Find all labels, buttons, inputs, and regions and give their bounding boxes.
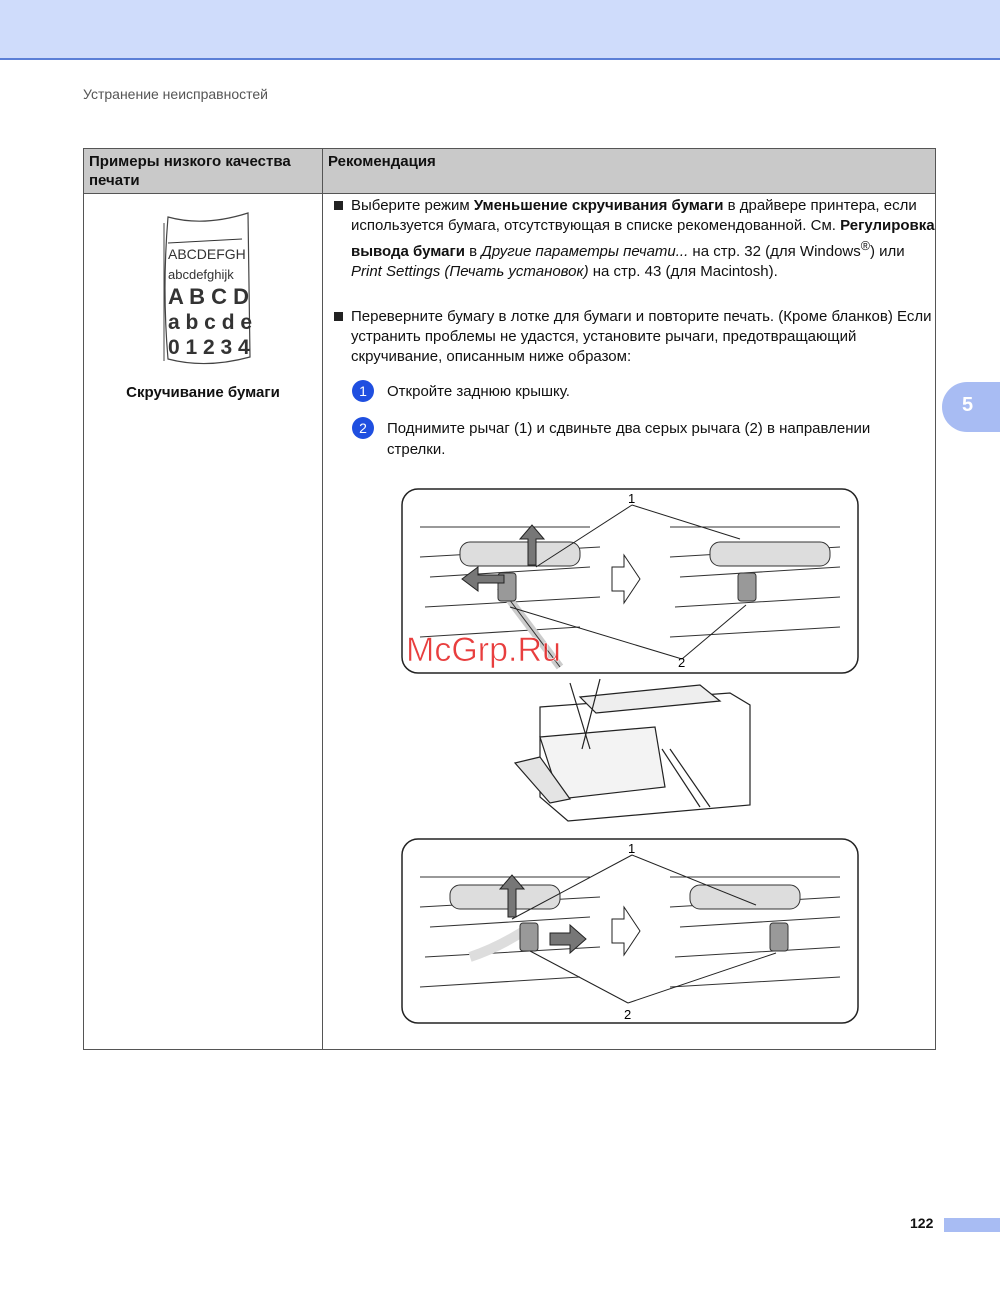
column-divider <box>322 149 323 1049</box>
column-header-examples: Примеры низкого качества печати <box>89 153 291 189</box>
bullet-2-text: Переверните бумагу в лотке для бумаги и повторите печать. (Кроме бланков) Если устранить проблемы не удастся, установите рычаги, предотвращающий скручивание, описанным ниже образом: <box>351 308 932 365</box>
callout-2-bottom: 2 <box>624 1007 632 1022</box>
page-number-bar <box>944 1218 1000 1232</box>
bullet-square-icon <box>334 201 343 210</box>
step-number-badge: 2 <box>352 417 374 439</box>
gray-lever-icon <box>770 923 788 951</box>
gray-lever-icon <box>738 573 756 601</box>
sample-line-2: abcdefghijk <box>168 267 234 282</box>
lever-illustration <box>400 487 860 1029</box>
watermark-text: McGrp.Ru <box>406 631 561 669</box>
example-caption: Скручивание бумаги <box>126 384 280 401</box>
column-header-recommendation: Рекомендация <box>328 153 436 170</box>
chapter-tab <box>942 382 1000 432</box>
step-number-badge: 1 <box>352 380 374 402</box>
curled-paper-sample <box>154 209 254 369</box>
header-band <box>0 0 1000 60</box>
table-header-row <box>84 149 935 194</box>
sample-line-5: 0 1 2 3 4 <box>168 336 250 359</box>
callout-2-top: 2 <box>678 655 686 670</box>
sample-line-1: ABCDEFGH <box>168 246 246 262</box>
sample-line-4: a b c d e <box>168 311 253 334</box>
gray-lever-icon <box>520 923 538 951</box>
callout-1-top: 1 <box>628 491 636 506</box>
bullet-1-text: Выберите режим Уменьшение скручивания бумаги в драйвере принтера, если используется бумага, отсутствующая в списке рекомендованной. См. Регулировка вывода бумаги в Другие параметры печати... на стр. 32 (для Windows®) или Print Settings (Печать установок) на стр. 43 (для Macintosh). <box>351 197 935 280</box>
callout-1-bottom: 1 <box>628 841 636 856</box>
printer-body <box>515 679 750 821</box>
running-title: Устранение неисправностей <box>83 86 268 102</box>
step-1-text: Откройте заднюю крышку. <box>387 383 570 400</box>
troubleshooting-table <box>83 148 936 1050</box>
step-2-text: Поднимите рычаг (1) и сдвиньте два серых рычага (2) в направлении стрелки. <box>387 420 871 458</box>
page-number: 122 <box>910 1215 934 1231</box>
bullet-square-icon <box>334 312 343 321</box>
chapter-number: 5 <box>962 394 974 416</box>
sample-line-3: A B C D <box>168 284 250 309</box>
